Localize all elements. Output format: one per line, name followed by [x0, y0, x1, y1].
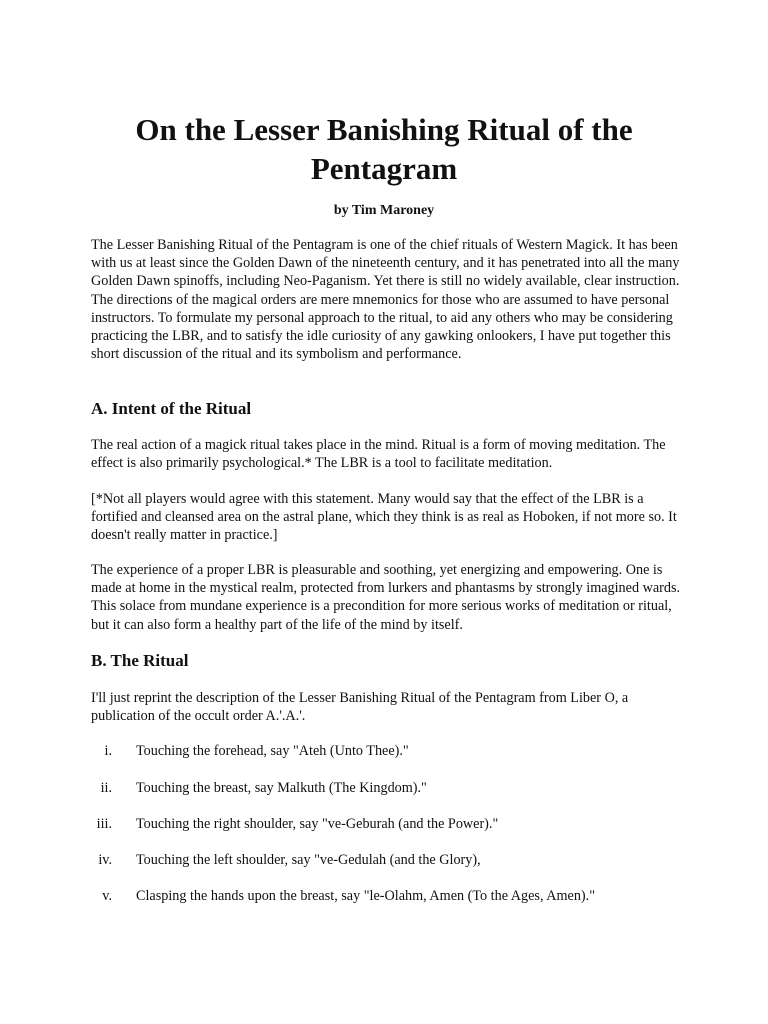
- step-number: iv.: [98, 852, 112, 868]
- document-title: On the Lesser Banishing Ritual of the Pentagram: [135, 112, 633, 186]
- section-b-paragraph-1: I'll just reprint the description of the Lesser Banishing Ritual of the Pentagram from Liber O, a publication of the occult order A.'.A.'.: [91, 690, 629, 725]
- section-a-heading: A. Intent of the Ritual: [91, 399, 252, 418]
- section-a-paragraph-2: The experience of a proper LBR is pleasurable and soothing, yet energizing and empowering. One is made at home in the mystical realm, protected from lurkers and phantasms by strongly imagined wards. This solace from mundane experience is a precondition for more serious works of meditation or ritual, but it can also form a healthy part of the life of the mind by itself.: [91, 562, 681, 633]
- step-number: iii.: [96, 816, 112, 832]
- step-number: v.: [102, 888, 112, 904]
- step-number: i.: [104, 743, 112, 759]
- section-b-heading: B. The Ritual: [91, 651, 189, 670]
- step-text: Touching the left shoulder, say "ve-Gedulah (and the Glory),: [136, 852, 481, 868]
- step-number: ii.: [100, 780, 112, 796]
- section-a-footnote: [*Not all players would agree with this statement. Many would say that the effect of the LBR is a fortified and cleansed area on the astral plane, which they think is as real as Hoboken, if not more so. It doesn't really matter in practice.]: [91, 491, 677, 544]
- author-byline: by Tim Maroney: [333, 203, 435, 218]
- step-text: Clasping the hands upon the breast, say "le-Olahm, Amen (To the Ages, Amen).": [136, 888, 595, 904]
- step-text: Touching the right shoulder, say "ve-Geburah (and the Power).": [136, 816, 499, 832]
- intro-paragraph: The Lesser Banishing Ritual of the Pentagram is one of the chief rituals of Western Magick. It has been with us at least since the Golden Dawn of the nineteenth century, and it has penetrated into all the many Golden Dawn spinoffs, including Neo-Paganism. Yet there is still no widely available, clear instruction. The directions of the magical orders are mere mnemonics for those who are assumed to have personal instructors. To formulate my personal approach to the ritual, to aid any others who may be considering practicing the LBR, and to satisfy the idle curiosity of any gawking onlookers, I have put together this short discussion of the ritual and its symbolism and performance.: [91, 237, 680, 363]
- step-text: Touching the forehead, say "Ateh (Unto Thee).": [136, 743, 409, 759]
- step-text: Touching the breast, say Malkuth (The Kingdom).": [136, 780, 427, 796]
- section-a-paragraph-1: The real action of a magick ritual takes place in the mind. Ritual is a form of moving meditation. The effect is also primarily psychological.* The LBR is a tool to facilitate meditation.: [91, 437, 666, 472]
